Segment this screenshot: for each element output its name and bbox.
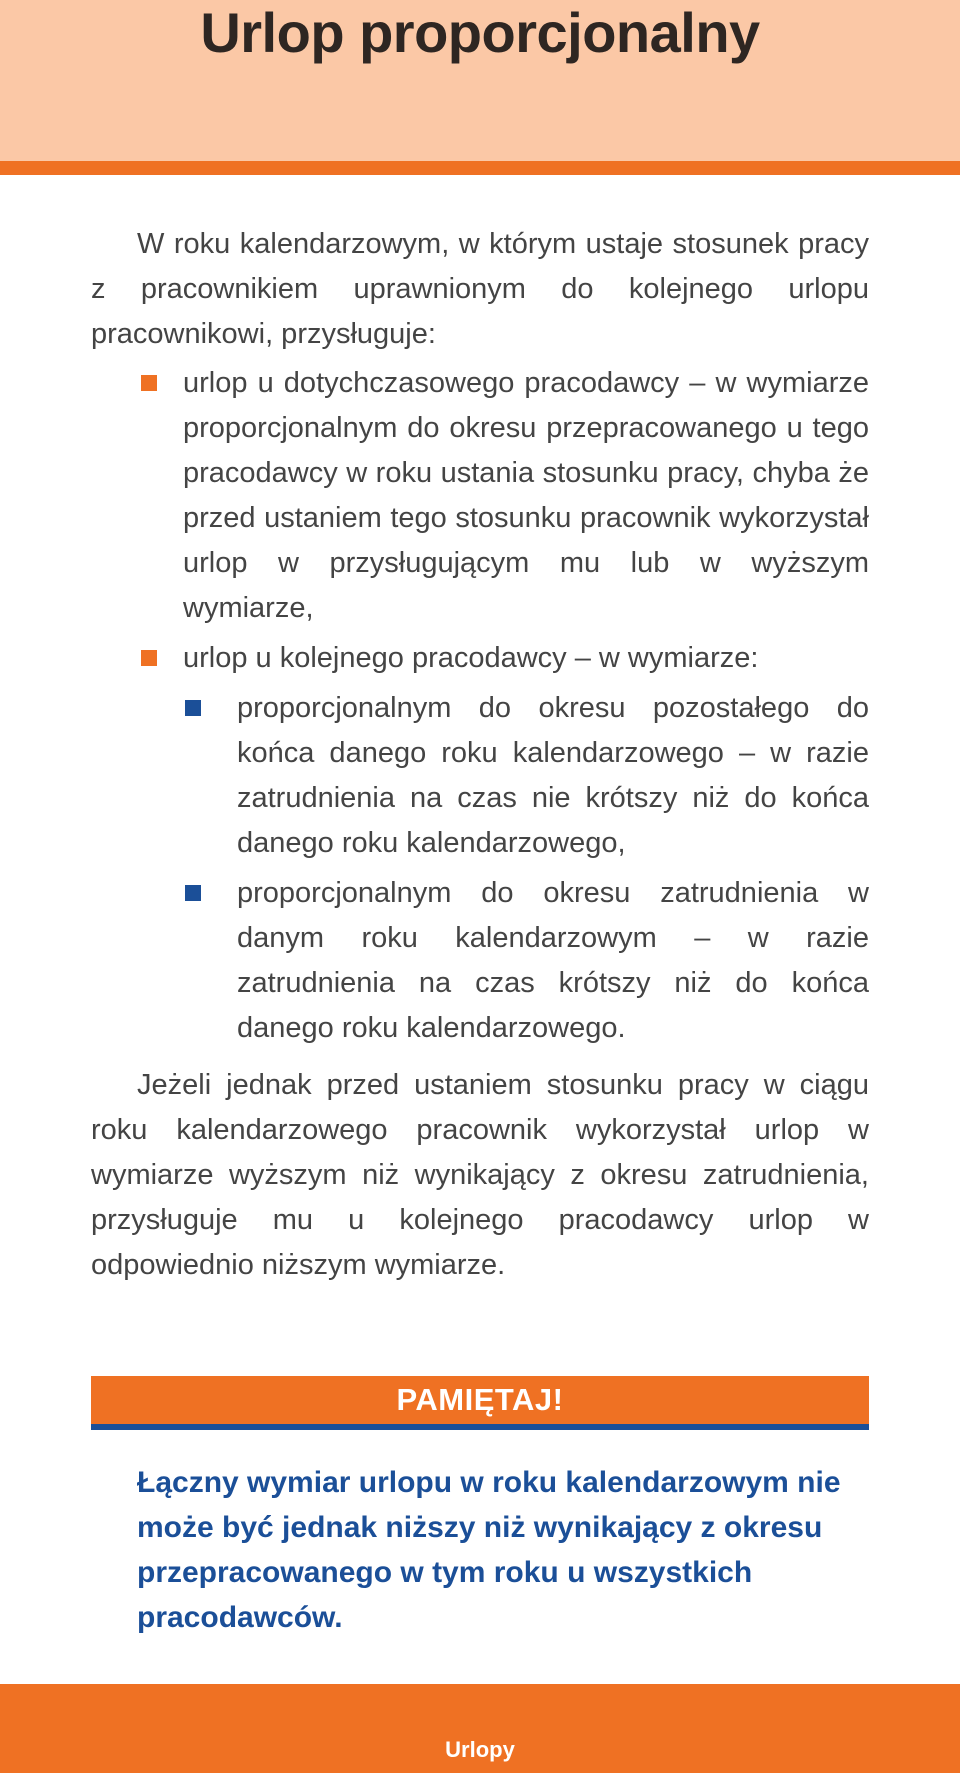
list-item bbox=[91, 361, 869, 631]
remember-underline bbox=[91, 1424, 869, 1430]
sub-list bbox=[91, 686, 869, 1051]
remember-note: Łączny wymiar urlopu w roku kalendarzowym nie może być jednak niższy niż wynikający z okresu przepracowanego w tym roku u wszystkich pracodawców. bbox=[137, 1466, 841, 1634]
sub-list-item bbox=[91, 871, 869, 1051]
orange-square-bullet-icon bbox=[141, 650, 157, 666]
closing-paragraph: Jeżeli jednak przed ustaniem stosunku pracy w ciągu roku kalendarzowego pracownik wykorzystał urlop w wymiarze wyższym niż wynikający z okresu zatrudnienia, przysługuje mu u kolejnego pracodawcy urlop w odpowiednio niższym wymiarze. bbox=[91, 1069, 869, 1281]
sub-list-item-text: proporcjonalnym do okresu pozostałego do końca danego roku kalendarzowego – w razie zatrudnienia na czas nie krótszy niż do końca danego roku kalendarzowego, bbox=[237, 692, 869, 859]
header-divider bbox=[0, 161, 960, 175]
footer-band bbox=[0, 1684, 960, 1773]
main-content bbox=[91, 222, 869, 1288]
header-band bbox=[0, 0, 960, 161]
blue-square-bullet-icon bbox=[185, 885, 201, 901]
list-item-text: urlop u kolejnego pracodawcy – w wymiarze: bbox=[183, 642, 759, 674]
remember-heading: PAMIĘTAJ! bbox=[91, 1376, 869, 1424]
page-title: Urlop proporcjonalny bbox=[200, 1, 760, 64]
intro-paragraph: W roku kalendarzowym, w którym ustaje stosunek pracy z pracownikiem uprawnionym do kolejnego urlopu pracownikowi, przysługuje: bbox=[91, 228, 869, 350]
sub-list-item-text: proporcjonalnym do okresu zatrudnienia w danym roku kalendarzowym – w razie zatrudnienia na czas krótszy niż do końca danego roku kalendarzowego. bbox=[237, 877, 869, 1044]
blue-square-bullet-icon bbox=[185, 700, 201, 716]
orange-square-bullet-icon bbox=[141, 375, 157, 391]
list-item-text: urlop u dotychczasowego pracodawcy – w wymiarze proporcjonalnym do okresu przepracowanego u tego pracodawcy w roku ustania stosunku pracy, chyba że przed ustaniem tego stosunku pracownik wykorzystał urlop w przysługującym mu lub w wyższym wymiarze, bbox=[183, 367, 869, 624]
entitlement-list bbox=[91, 361, 869, 681]
sub-list-item bbox=[91, 686, 869, 866]
footer-label: Urlopy bbox=[445, 1737, 515, 1762]
list-item bbox=[91, 636, 869, 681]
